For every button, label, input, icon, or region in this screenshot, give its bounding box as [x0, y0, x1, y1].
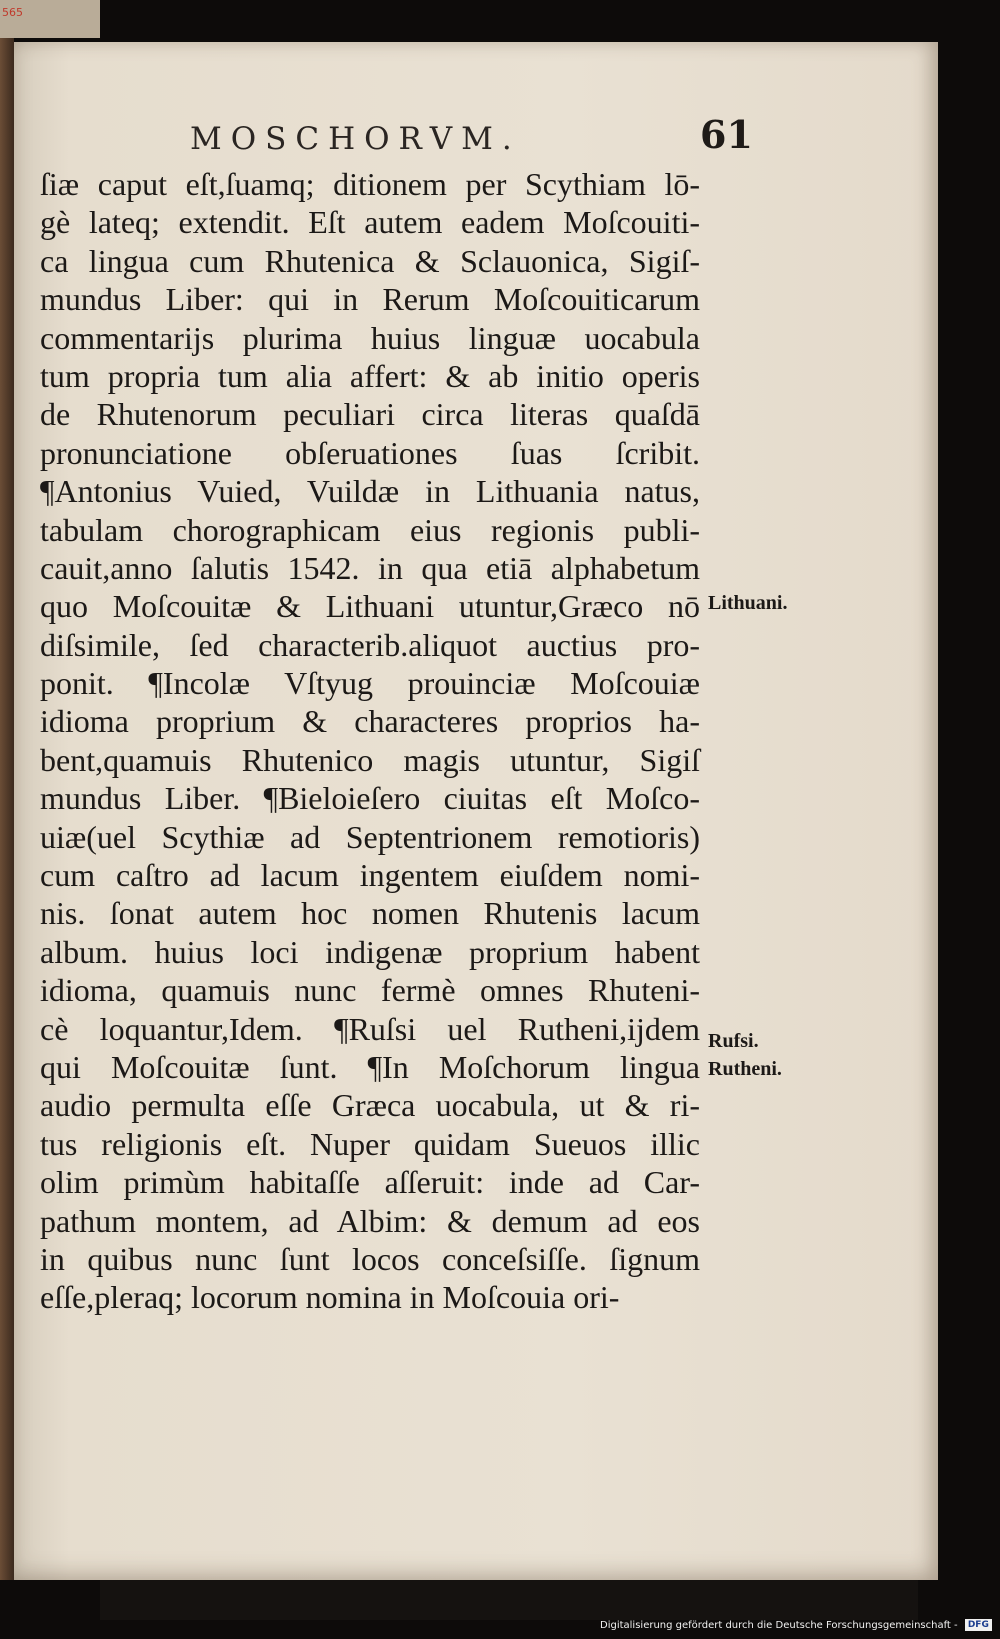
corner-tab	[0, 0, 100, 38]
credit-text: Digitalisierung gefördert durch die Deutsche Forschungsgemeinschaft -	[600, 1620, 958, 1631]
marginal-note-lithuani: Lithuani.	[708, 592, 788, 614]
text-line: tum propria tum alia affert: & ab initio operis	[40, 357, 700, 394]
text-line: ¶Antonius Vuied, Vuildæ in Lithuania natus,	[40, 473, 700, 510]
text-line: pathum montem, ad Albim: & demum ad eos	[40, 1202, 700, 1239]
text-line: mundus Liber. ¶Bieloieſero ciuitas eſt Moſco-	[40, 780, 700, 817]
corner-label: 565	[2, 6, 23, 19]
book-spine-edge	[0, 0, 14, 1580]
text-line: in quibus nunc ſunt locos conceſsiſſe. ſignum	[40, 1240, 700, 1277]
dfg-logo: DFG	[965, 1619, 992, 1631]
text-line: diſsimile, ſed characterib.aliquot auctius pro-	[40, 626, 700, 663]
text-line: ponit. ¶Incolæ Vſtyug prouinciæ Moſcouiæ	[40, 665, 700, 702]
body-text	[40, 165, 700, 1317]
text-line: cum caſtro ad lacum ingentem eiuſdem nomi-	[40, 857, 700, 894]
text-line: album. huius loci indigenæ proprium habent	[40, 933, 700, 970]
page-bottom-shadow	[100, 1580, 918, 1620]
text-line: idioma, quamuis nunc fermè omnes Rhuteni-	[40, 972, 700, 1009]
text-line: commentarijs plurima huius linguæ uocabula	[40, 319, 700, 356]
text-line: bent,quamuis Rhutenico magis utuntur, Sigiſ	[40, 741, 700, 778]
text-line: ca lingua cum Rhutenica & Sclauonica, Sigiſ-	[40, 242, 700, 279]
text-line: idioma proprium & characteres proprios ha-	[40, 703, 700, 740]
text-line: ſiæ caput eſt,ſuamq; ditionem per Scythiam lō-	[40, 166, 700, 202]
digitization-credit	[600, 1619, 992, 1631]
text-line: olim primùm habitaſſe aſſeruit: inde ad Car-	[40, 1164, 700, 1201]
text-line: cè loquantur,Idem. ¶Ruſsi uel Rutheni,ijdem	[40, 1010, 700, 1047]
text-line: eſſe,pleraq; locorum nomina in Moſcouia ori-	[40, 1279, 620, 1316]
text-line: qui Moſcouitæ ſunt. ¶In Moſchorum lingua	[40, 1048, 700, 1085]
text-line: audio permulta eſſe Græca uocabula, ut & ri-	[40, 1087, 700, 1124]
text-line: gè lateq; extendit. Eſt autem eadem Moſcouiti-	[40, 204, 700, 241]
text-line: cauit,anno ſalutis 1542. in qua etiā alphabetum	[40, 549, 700, 586]
text-line: quo Moſcouitæ & Lithuani utuntur,Græco nō	[40, 588, 700, 625]
text-line: tabulam chorographicam eius regionis publi-	[40, 511, 700, 548]
text-line: uiæ(uel Scythiæ ad Septentrionem remotioris)	[40, 818, 700, 855]
text-line: mundus Liber: qui in Rerum Moſcouiticarum	[40, 281, 700, 318]
text-line: nis. ſonat autem hoc nomen Rhutenis lacum	[40, 895, 700, 932]
text-line: tus religionis eſt. Nuper quidam Sueuos illic	[40, 1125, 700, 1162]
running-head: MOSCHORVM.	[190, 121, 521, 157]
marginal-note-rutheni: Rutheni.	[708, 1058, 782, 1080]
marginal-note-rufsi: Rufsi.	[708, 1030, 759, 1052]
text-line: pronunciatione obſeruationes ſuas ſcribit.	[40, 434, 700, 471]
text-line: de Rhutenorum peculiari circa literas quaſdā	[40, 396, 700, 433]
page-number: 61	[700, 112, 753, 157]
